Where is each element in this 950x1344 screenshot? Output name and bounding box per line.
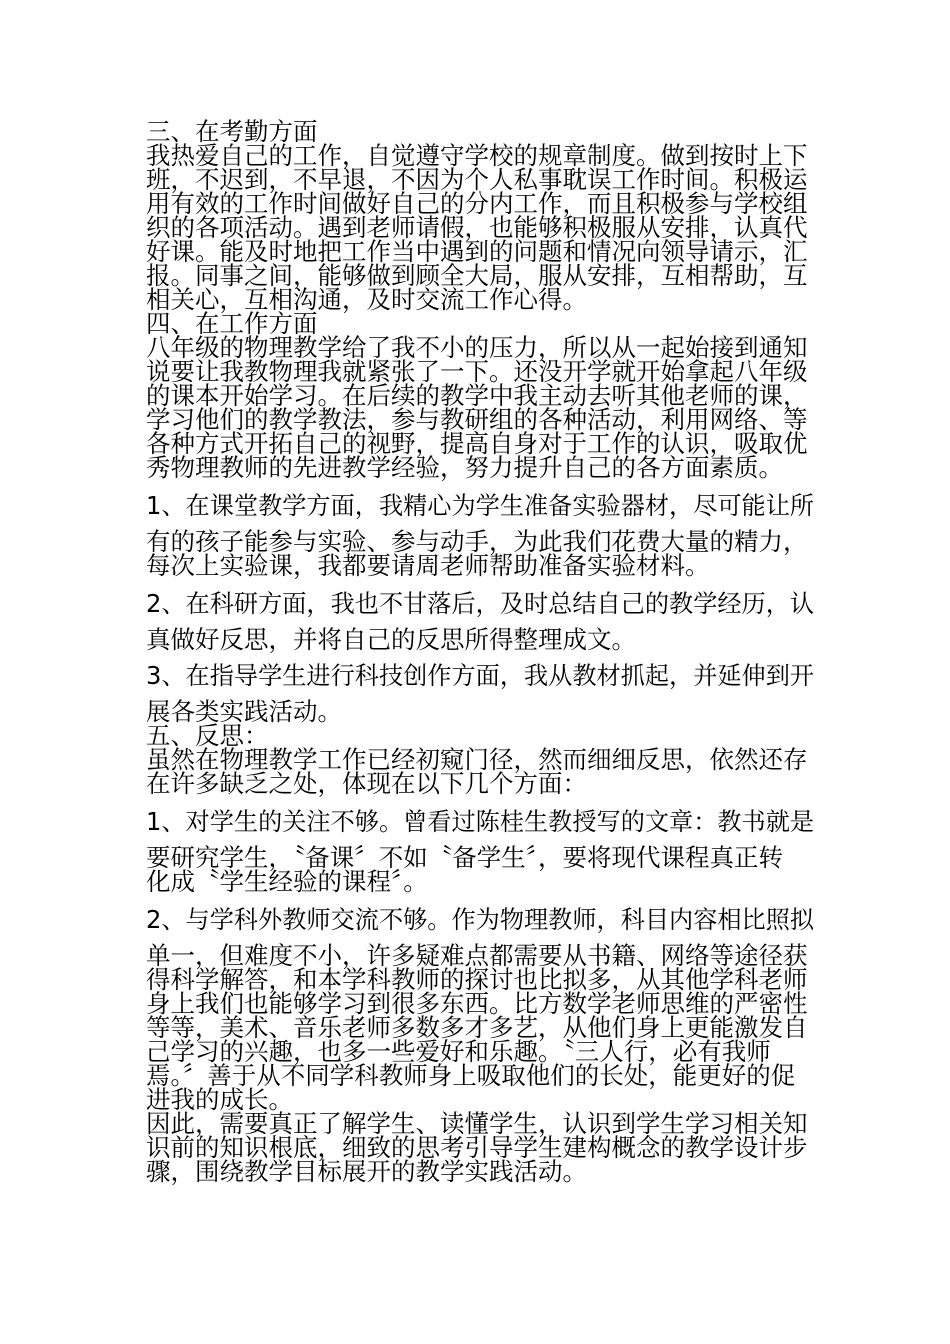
paragraph-line: 骤，围绕教学目标展开的教学实践活动。	[146, 1157, 587, 1186]
list-item-line: 真做好反思，并将自己的反思所得整理成文。	[146, 625, 636, 654]
paragraph-line: 织的各项活动。遇到老师请假，也能够积极服从安排，认真代	[146, 213, 808, 242]
paragraph-line: 班，不迟到，不早退，不因为个人私事耽误工作时间。积极运	[146, 165, 808, 194]
paragraph-line: 在许多缺乏之处，体现在以下几个方面：	[146, 769, 587, 798]
list-item-line: 3、在指导学生进行科技创作方面，我从教材抓起，并延伸到开	[146, 661, 815, 690]
section-heading: 三、在考勤方面	[146, 117, 318, 146]
paragraph-line: 相关心，互相沟通，及时交流工作心得。	[146, 285, 587, 314]
paragraph-line: 学习他们的教学教法，参与教研组的各种活动，利用网络、等	[146, 405, 808, 434]
paragraph-line: 八年级的物理教学给了我不小的压力，所以从一起始接到通知	[146, 333, 808, 362]
list-item-line: 得科学解答，和本学科教师的探讨也比拟多，从其他学科老师	[146, 965, 808, 994]
paragraph-line: 用有效的工作时间做好自己的分内工作，而且积极参与学校组	[146, 189, 808, 218]
list-item-line: 2、与学科外教师交流不够。作为物理教师，科目内容相比照拟	[146, 905, 815, 934]
list-item-line: 要研究学生，〝备课〞不如〝备学生〞，要将现代课程真正转	[146, 843, 783, 872]
list-item-line: 单一，但难度不小，许多疑难点都需要从书籍、网络等途径获	[146, 941, 808, 970]
list-item-line: 1、在课堂教学方面，我精心为学生准备实验器材，尽可能让所	[146, 491, 815, 520]
paragraph-line: 因此，需要真正了解学生、读懂学生，认识到学生学习相关知	[146, 1109, 808, 1138]
list-item-line: 进我的成长。	[146, 1085, 293, 1114]
paragraph-line: 我热爱自己的工作，自觉遵守学校的规章制度。做到按时上下	[146, 141, 808, 170]
list-item-line: 2、在科研方面，我也不甘落后，及时总结自己的教学经历，认	[146, 589, 815, 618]
paragraph-line: 秀物理教师的先进教学经验，努力提升自己的各方面素质。	[146, 453, 783, 482]
paragraph-line: 说要让我教物理我就紧张了一下。还没开学就开始拿起八年级	[146, 357, 808, 386]
paragraph-line: 识前的知识根底，细致的思考引导学生建构概念的教学设计步	[146, 1133, 808, 1162]
list-item-line: 化成〝学生经验的课程〞。	[146, 867, 428, 896]
list-item-line: 有的孩子能参与实验、参与动手，为此我们花费大量的精力，	[146, 527, 808, 556]
list-item-line: 己学习的兴趣，也多一些爱好和乐趣。〝三人行，必有我师	[146, 1037, 771, 1066]
document-page	[146, 117, 815, 1186]
paragraph-line: 虽然在物理教学工作已经初窥门径，然而细细反思，依然还存	[146, 745, 808, 774]
list-item-line: 身上我们也能够学习到很多东西。比方数学老师思维的严密性	[146, 989, 808, 1018]
list-item-line: 每次上实验课，我都要请周老师帮助准备实验材料。	[146, 551, 710, 580]
list-item-line: 焉。〞善于从不同学科教师身上吸取他们的长处，能更好的促	[146, 1061, 796, 1090]
paragraph-line: 好课。能及时地把工作当中遇到的问题和情况向领导请示，汇	[146, 237, 808, 266]
section-heading: 四、在工作方面	[146, 309, 318, 338]
paragraph-line: 报。同事之间，能够做到顾全大局，服从安排，互相帮助，互	[146, 261, 808, 290]
paragraph-line: 各种方式开拓自己的视野，提高自身对于工作的认识，吸取优	[146, 429, 808, 458]
list-item-line: 展各类实践活动。	[146, 697, 342, 726]
section-heading: 五、反思：	[146, 721, 269, 750]
list-item-line: 1、对学生的关注不够。曾看过陈桂生教授写的文章：教书就是	[146, 807, 815, 836]
list-item-line: 等等，美术、音乐老师多数多才多艺，从他们身上更能激发自	[146, 1013, 808, 1042]
paragraph-line: 的课本开始学习。在后续的教学中我主动去听其他老师的课，	[146, 381, 808, 410]
